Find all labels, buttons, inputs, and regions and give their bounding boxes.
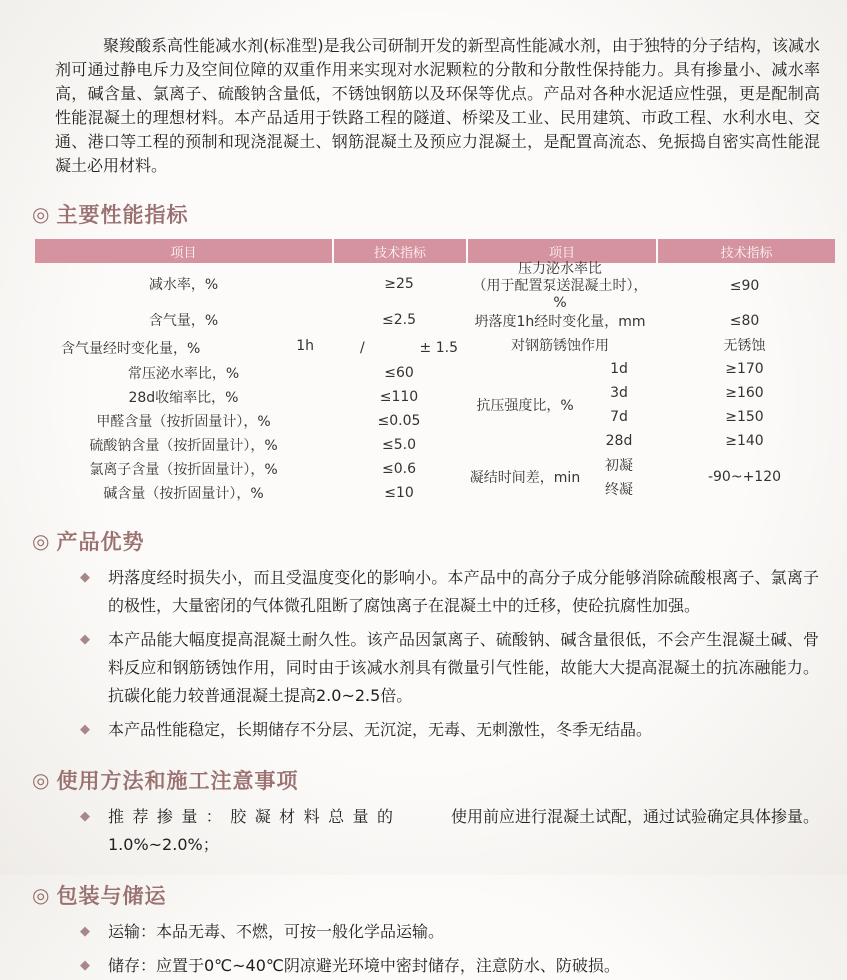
list-item xyxy=(28,716,819,744)
row-label xyxy=(35,338,332,358)
row-value: ≤10 xyxy=(384,485,414,501)
performance-table-right xyxy=(466,239,835,505)
row-value: ≤110 xyxy=(379,389,419,405)
list-item-text: 储存：应置于0℃~40℃阴凉避光环境中密封储存，注意防水、防破损。 xyxy=(108,956,620,975)
double-circle-icon: ◎ xyxy=(32,529,51,553)
row-value-text: ± 1.5 xyxy=(419,340,458,356)
list-item xyxy=(28,918,819,946)
diamond-bullet-icon: ◆ xyxy=(80,958,90,973)
list-item-text: 坍落度经时损失小，而且受温度变化的影响小。本产品中的高分子成分能够消除硫酸根离子、氯离子的极性，大量密闭的气体微孔阻断了腐蚀离子在混凝土中的迁移，使砼抗腐性加强。 xyxy=(108,568,819,615)
row-label: 氯离子含量（按折固量计），% xyxy=(89,462,278,478)
table-row xyxy=(35,305,466,335)
setting-initial-label: 初凝 xyxy=(605,458,633,474)
row-label: 甲醛含量（按折固量计），% xyxy=(96,414,271,430)
row-value: ≤5.0 xyxy=(382,437,416,453)
section-title-packaging xyxy=(32,880,819,910)
table-row xyxy=(35,385,466,409)
section-title-text: 包装与储运 xyxy=(56,884,167,908)
diamond-bullet-icon: ◆ xyxy=(80,809,90,824)
column-header-item: 项目 xyxy=(35,239,332,263)
section-title-advantages xyxy=(32,526,819,556)
table-row xyxy=(35,263,466,305)
row-value: ≤2.5 xyxy=(382,312,416,328)
diamond-bullet-icon: ◆ xyxy=(80,570,90,585)
table-row xyxy=(35,481,466,505)
table-row xyxy=(35,433,466,457)
row-value xyxy=(332,340,466,356)
performance-table-left xyxy=(35,239,466,505)
table-header-right xyxy=(466,239,835,263)
trial-mix-note: 使用前应进行混凝土试配，通过试验确定具体掺量。 xyxy=(450,807,819,826)
packaging-list xyxy=(28,918,819,980)
row-value: ≤90 xyxy=(729,278,760,294)
row-label-corrosion: 对钢筋锈蚀作用 xyxy=(511,338,609,354)
right-table-body xyxy=(466,260,835,501)
section-title-text: 使用方法和施工注意事项 xyxy=(56,769,299,793)
row-label-setting-time: 凝结时间差，min xyxy=(469,470,581,486)
list-item-text: 本产品能大幅度提高混凝土耐久性。该产品因氯离子、硫酸钠、碱含量很低，不会产生混凝土碱、骨料反应和钢筋锈蚀作用，同时由于该减水剂具有微量引气性能，故能大大提高混凝土的抗冻融能力。抗碳化能力较普通混凝土提高2.0~2.5倍。 xyxy=(108,630,819,705)
row-label: 常压泌水率比，% xyxy=(127,366,240,382)
table-row xyxy=(35,457,466,481)
list-item xyxy=(28,626,819,710)
row-label-text: 含气量经时变化量，% xyxy=(61,341,201,357)
double-circle-icon: ◎ xyxy=(32,883,51,907)
row-value: ≤0.05 xyxy=(377,413,421,429)
table-row-air-change xyxy=(35,335,466,361)
age-label: 7d xyxy=(610,409,628,425)
double-circle-icon: ◎ xyxy=(32,202,51,226)
section-title-performance xyxy=(32,199,819,229)
label-line1: 压力泌水率比 xyxy=(518,260,602,277)
row-value: ≤80 xyxy=(729,313,760,329)
table-header-left xyxy=(35,239,466,263)
row-value: -90~+120 xyxy=(707,469,782,485)
slash-mark: / xyxy=(360,340,365,356)
setting-final-label: 终凝 xyxy=(605,482,633,498)
row-value: 无锈蚀 xyxy=(723,338,766,354)
intro-paragraph: 聚羧酸系高性能减水剂(标准型)是我公司研制开发的新型高性能减水剂，由于独特的分子结构，该减水剂可通过静电斥力及空间位障的双重作用来实现对水泥颗粒的分散和分散性保持能力。具有掺量小、减水率高，碱含量、氯离子、硫酸钠含量低，不锈蚀钢筋以及环保等优点。产品对各种水泥适应性强，更是配制高性能混凝土的理想材料。本产品适用于铁路工程的隧道、桥梁及工业、民用建筑、市政工程、水利水电、交通、港口等工程的预制和现浇混凝土、钢筋混凝土及预应力混凝土，是配置高流态、免振捣自密实高性能混凝土必用材料。 xyxy=(55,36,820,175)
row-value: ≥140 xyxy=(725,433,764,449)
table-row xyxy=(35,361,466,385)
row-value: ≥25 xyxy=(384,276,414,292)
row-label: 28d收缩率比，% xyxy=(128,390,239,406)
diamond-bullet-icon: ◆ xyxy=(80,924,90,939)
section-title-usage xyxy=(32,765,819,795)
dosage-text: 推荐掺量：胶凝材料总量的1.0%~2.0%； xyxy=(108,807,393,854)
advantages-list xyxy=(28,564,819,744)
usage-list xyxy=(28,803,819,859)
list-item-text: 运输：本品无毒、不燃，可按一般化学品运输。 xyxy=(108,922,445,941)
table-row xyxy=(35,409,466,433)
age-label: 28d xyxy=(605,433,633,449)
column-header-spec: 技术指标 xyxy=(658,239,835,263)
row-sublabel: 1h xyxy=(296,338,314,354)
label-line2: （用于配置泵送混凝土时），% xyxy=(472,277,648,311)
row-label: 含气量，% xyxy=(148,313,219,329)
row-label-pressure-bleeding xyxy=(466,260,654,311)
column-header-item: 项目 xyxy=(468,239,656,263)
diamond-bullet-icon: ◆ xyxy=(80,722,90,737)
section-title-text: 产品优势 xyxy=(56,530,145,554)
list-item xyxy=(28,564,819,620)
diamond-bullet-icon: ◆ xyxy=(80,632,90,647)
list-item xyxy=(28,803,819,859)
row-value: ≥170 xyxy=(725,361,764,377)
row-value: ≥160 xyxy=(725,385,764,401)
double-circle-icon: ◎ xyxy=(32,768,51,792)
performance-table xyxy=(35,239,835,505)
list-item-text xyxy=(108,803,819,859)
list-item xyxy=(28,952,819,980)
row-label-slump: 坍落度1h经时变化量，mm xyxy=(474,314,646,330)
row-label: 减水率，% xyxy=(148,277,219,293)
list-item-text: 本产品性能稳定，长期储存不分层、无沉淀，无毒、无刺激性，冬季无结晶。 xyxy=(108,720,653,739)
row-value: ≤60 xyxy=(384,365,414,381)
row-label: 硫酸钠含量（按折固量计），% xyxy=(89,438,278,454)
column-header-spec: 技术指标 xyxy=(334,239,466,263)
row-label-compressive: 抗压强度比，% xyxy=(476,398,574,414)
row-value: ≤0.6 xyxy=(382,461,416,477)
age-label: 1d xyxy=(610,361,628,377)
section-title-text: 主要性能指标 xyxy=(56,203,189,227)
row-value: ≥150 xyxy=(725,409,764,425)
age-label: 3d xyxy=(610,385,628,401)
row-label: 碱含量（按折固量计），% xyxy=(103,486,264,502)
